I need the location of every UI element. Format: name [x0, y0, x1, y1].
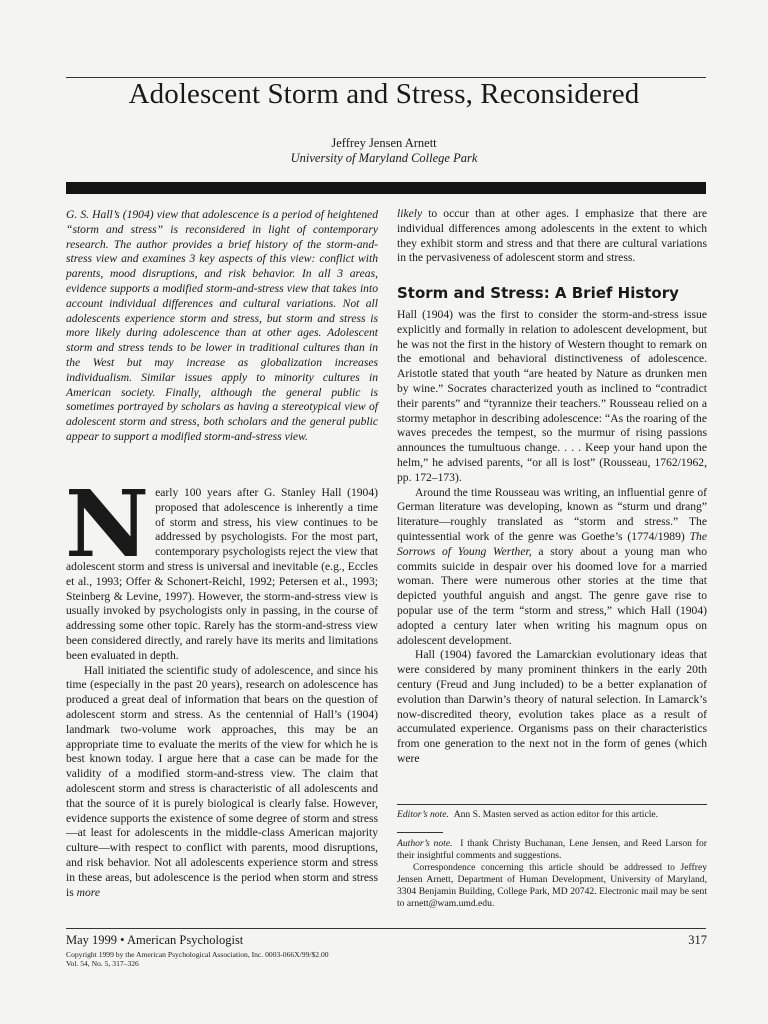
body-paragraph-2-emphasis: more: [76, 885, 101, 899]
footnote-short-rule: [397, 832, 443, 833]
author-note-text: I thank Christy Buchanan, Lene Jensen, and Reed Larson for their insightful comments and suggestions.: [397, 838, 707, 861]
footnote-rule: [397, 804, 707, 805]
body-paragraph-1-text: early 100 years after G. Stanley Hall (1904) proposed that adolescence is inherently a time of storm and stress, his view continues to be addressed by psychologists. For the most part, contemporary psychologists reject the view that adolescent storm and stress is universal and inevitable (e.g., Eccles et al., 1993; Offer & Schonert-Reichl, 1992; Petersen et al., 1993; Steinberg & Levine, 1997). However, the storm-and-stress view is usually invoked by psychologists only in passing, in the course of addressing some other topic. Rarely has the storm-and-stress view been considered directly, and rarely have its merits and limitations been evaluated in depth.: [66, 486, 378, 662]
body-column-right-continuation: [397, 207, 707, 266]
author-notes: [397, 838, 707, 910]
continuation-paragraph: [397, 207, 707, 266]
volume-line: Vol. 54, No. 5, 317–326: [66, 959, 139, 968]
editor-note-text: Ann S. Masten served as action editor for this article.: [453, 809, 659, 820]
body-column-left: [65, 470, 378, 900]
correspondence-note: Correspondence concerning this article should be addressed to Jeffrey Jensen Arnett, Department of Human Development, University of Maryland, 3304 Benjamin Building, College Park, MD 20742. Electronic mail may be sent to arnett@wam.umd.edu.: [397, 862, 707, 909]
copyright-line: Copyright 1999 by the American Psychological Association, Inc. 0003-066X/99/$2.00: [66, 950, 329, 959]
abstract: [66, 208, 378, 445]
page-number: 317: [688, 933, 707, 947]
author-name: Jeffrey Jensen Arnett: [331, 136, 437, 150]
history-paragraph-2-b: a story about a young man who commits suicide in despair over his doomed love for a married woman. There were numerous other stories at the time that depicted youthful anguish and angst. The genre gave rise to popular use of the term “storm and stress,” which Hall (1904) adopted a century later when writing his magnum opus on adolescent development.: [397, 544, 707, 647]
continuation-text: to occur than at other ages. I emphasize that there are individual differences among adolescents in the extent to which they exhibit storm and stress and that there are cultural variations in the pervasiveness of adolescent storm and stress.: [397, 207, 707, 265]
body-paragraph-2: [66, 664, 378, 901]
section-heading: Storm and Stress: A Brief History: [397, 284, 679, 302]
history-paragraph-2-a: Around the time Rousseau was writing, an influential genre of German literature was developing, known as “sturm und drang” literature—roughly translated as “storm and stress.” The quintessential work of the genre was Goethe’s (1774/1989): [397, 485, 707, 543]
history-paragraph-1: Hall (1904) was the first to consider the storm-and-stress issue explicitly and formally in relation to adolescent development, but he was not the first in the history of Western thought to remark on the emotional and behavioral distinctiveness of adolescence. Aristotle stated that youth “are heated by Nature as drunken men by wine.” Socrates characterized youth as inclined to “contradict their parents” and “tyrannize their teachers.” Rousseau relied on a stormy metaphor in describing adolescence: “As the roaring of the waves precedes the tempest, so the murmur of rising passions announces the tumultuous change. . . . Keep your hand upon the helm,” he advised parents, “or all is lost” (Rousseau, 1762/1962, pp. 172–173).: [397, 308, 707, 484]
author-note: [397, 838, 707, 862]
journal-issue: May 1999 • American Psychologist: [66, 933, 244, 947]
author-note-label: Author’s note.: [397, 838, 453, 849]
book-title: The Sorrows of Young Werther,: [397, 529, 707, 558]
copyright-block: [66, 950, 329, 968]
editor-note: [397, 809, 707, 821]
body-paragraph-2-text: Hall initiated the scientific study of adolescence, and since his time (especially in the past 20 years), research on adolescence has produced a great deal of information that bears on the question of adolescent storm and stress. As the centennial of Hall’s (1904) landmark two-volume work approaches, this may be an appropriate time to evaluate the merits of the view for which he is best known today. I argue here that a case can be made for the validity of a modified storm-and-stress view. The claim that adolescent storm and stress is characteristic of all adolescents and that the source of it is purely biological is clearly false. However, evidence supports the existence of some degree of storm and stress—at least for adolescents in the middle-class American majority culture—with respect to conflict with parents, mood disruptions, and risk behavior. Not all adolescents experience storm and stress in these areas, but adolescence is the period when storm and stress is: [66, 663, 378, 899]
history-paragraph-2: [397, 486, 707, 649]
continuation-emphasis: likely: [397, 207, 423, 220]
body-paragraph-1: [65, 470, 378, 664]
history-paragraph-3: Hall (1904) favored the Lamarckian evolutionary ideas that were considered by many prominent thinkers in the early 20th century (Freud and Jung included) to be a better explanation of evolution than Darwin’s theory of natural selection. In Lamarck’s now-discredited theory, evolution takes place as a result of accumulated experience. Organisms pass on their characteristics from one generation to the next not in the form of genes (which were: [397, 648, 707, 765]
article-title: Adolescent Storm and Stress, Reconsidered: [128, 78, 640, 110]
abstract-text: G. S. Hall’s (1904) view that adolescence is a period of heightened “storm and stress” is reconsidered in light of contemporary research. The author provides a brief history of the storm-and-stress view and examines 3 key aspects of this view: conflict with parents, mood disruptions, and risk behavior. In all 3 areas, evidence supports a modified storm-and-stress view that takes into account individual differences and cultural variations. Not all adolescents experience storm and stress, but storm and stress is more likely during adolescence than at other ages. Adolescent storm and stress tends to be lower in traditional cultures than in the West but may increase as globalization increases individualism. Similar issues apply to minority cultures in American society. Finally, although the general public is sometimes portrayed by scholars as having a stereotypical view of adolescent storm and stress, both scholars and the general public appear to support a modified storm-and-stress view.: [66, 208, 378, 443]
body-column-right: [397, 308, 707, 767]
editor-note-label: Editor’s note.: [397, 809, 449, 820]
footer-rule: [66, 928, 706, 929]
header-bar: [66, 182, 706, 194]
author-affiliation: University of Maryland College Park: [290, 151, 478, 165]
drop-cap: N: [65, 470, 150, 578]
